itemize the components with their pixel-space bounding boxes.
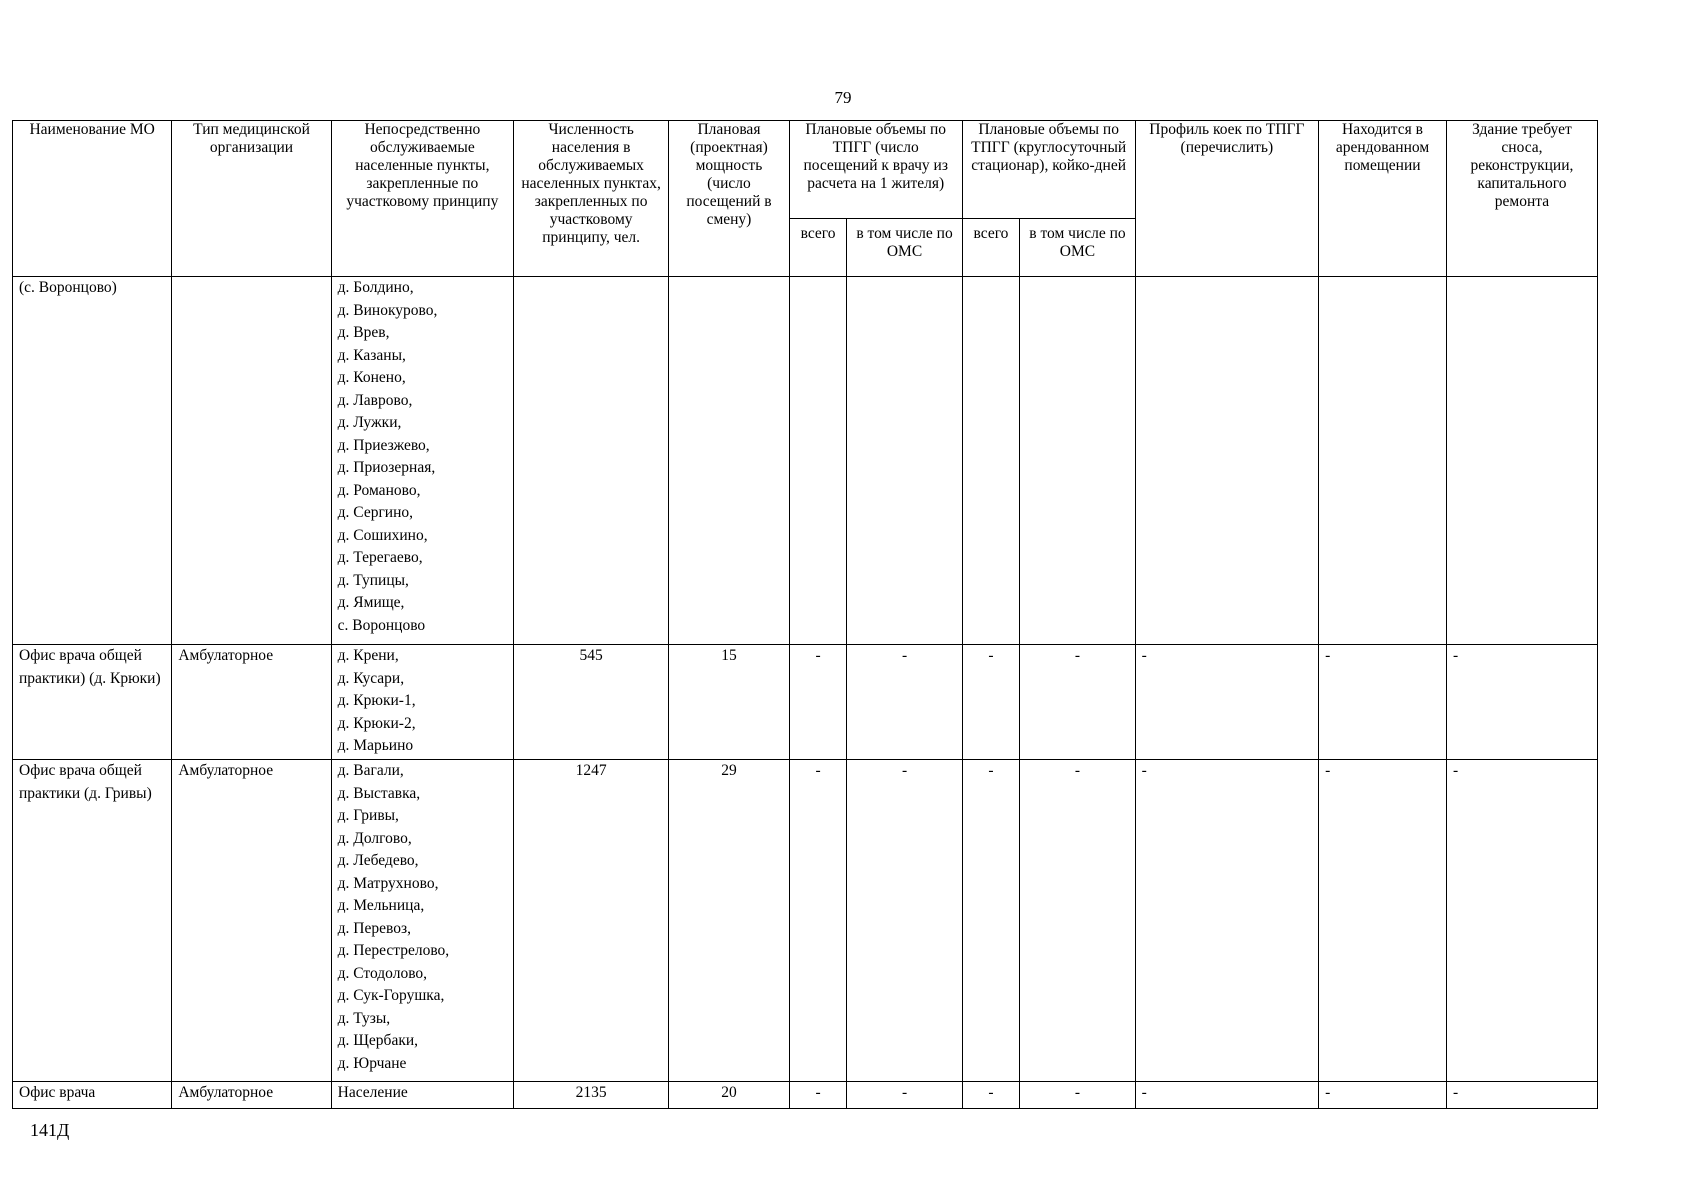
locality-item: д. Долгово, xyxy=(337,829,412,847)
header-population: Численность населения в обслуживаемых населенных пунктах, закрепленных по участковому принципу, чел. xyxy=(514,121,669,277)
table-row xyxy=(13,277,1598,645)
locality-item: д. Юрчане xyxy=(337,1054,407,1072)
cell-capacity xyxy=(669,277,790,645)
cell-localities xyxy=(331,1082,513,1109)
locality-item: д. Сук-Горушка, xyxy=(337,987,445,1004)
header-beds-oms: в том числе по ОМС xyxy=(1020,219,1135,277)
locality-item: д. Конено, xyxy=(337,369,406,386)
cell-rented: - xyxy=(1319,1082,1447,1109)
locality-item: д. Выставка, xyxy=(337,784,421,802)
cell-bed-profile: - xyxy=(1135,1082,1318,1109)
cell-org-type: Амбулаторное xyxy=(172,1082,331,1109)
locality-item: д. Перестрелово, xyxy=(337,942,450,959)
header-bed-profile: Профиль коек по ТПГГ (перечислить) xyxy=(1135,121,1318,277)
header-capacity: Плановая (проектная) мощность (число посещений в смену) xyxy=(669,121,790,277)
cell-org-type: Амбулаторное xyxy=(172,645,331,760)
locality-item: д. Терегаево, xyxy=(337,549,423,566)
table-header xyxy=(13,121,1598,277)
cell-population: 2135 xyxy=(514,1082,669,1109)
locality-item: д. Врев, xyxy=(337,324,390,341)
locality-item: д. Сошихино, xyxy=(337,526,428,544)
cell-beds-total xyxy=(962,277,1020,645)
cell-org-type: Амбулаторное xyxy=(172,760,331,1082)
cell-rented: - xyxy=(1319,645,1447,760)
cell-visits-total: - xyxy=(789,1082,847,1109)
header-mo-name: Наименование МО xyxy=(13,121,172,277)
cell-rented: - xyxy=(1319,760,1447,1082)
cell-reconstruction: - xyxy=(1446,1082,1597,1109)
header-localities: Непосредственно обслуживаемые населенные пункты, закрепленные по участковому принципу xyxy=(331,121,513,277)
cell-localities xyxy=(331,277,513,645)
cell-beds-total: - xyxy=(962,760,1020,1082)
cell-bed-profile: - xyxy=(1135,760,1318,1082)
table-row xyxy=(13,1082,1598,1109)
header-org-type: Тип медицинской организации xyxy=(172,121,331,277)
cell-bed-profile xyxy=(1135,277,1318,645)
page-number: 79 xyxy=(834,88,852,107)
locality-item: д. Приезжево, xyxy=(337,436,430,454)
header-visits-total: всего xyxy=(789,219,847,277)
locality-item: д. Тупицы, xyxy=(337,571,409,589)
cell-beds-oms: - xyxy=(1020,645,1135,760)
header-reconstruction: Здание требует сноса, реконструкции, капитального ремонта xyxy=(1446,121,1597,277)
header-visits: Плановые объемы по ТПГГ (число посещений к врачу из расчета на 1 жителя) xyxy=(789,121,962,219)
facilities-table xyxy=(12,120,1598,1109)
locality-item: д. Щербаки, xyxy=(337,1032,419,1049)
cell-visits-oms: - xyxy=(847,760,962,1082)
cell-bed-profile: - xyxy=(1135,645,1318,760)
header-beds-total: всего xyxy=(962,219,1020,277)
locality-item: д. Сергино, xyxy=(337,504,414,521)
cell-capacity: 29 xyxy=(669,760,790,1082)
cell-reconstruction: - xyxy=(1446,645,1597,760)
cell-mo-name: Офис врача xyxy=(13,1082,172,1109)
cell-mo-name: (с. Воронцово) xyxy=(13,277,172,645)
locality-item: д. Романово, xyxy=(337,481,421,499)
cell-localities xyxy=(331,760,513,1082)
cell-visits-oms: - xyxy=(847,645,962,760)
locality-item: д. Лужки, xyxy=(337,414,402,431)
header-bed-days: Плановые объемы по ТПГГ (круглосуточный стационар), койко-дней xyxy=(962,121,1135,219)
cell-population: 545 xyxy=(514,645,669,760)
cell-capacity: 20 xyxy=(669,1082,790,1109)
locality-item: д. Крюки-1, xyxy=(337,692,416,709)
locality-item: д. Лаврово, xyxy=(337,391,413,409)
locality-item: д. Винокурово, xyxy=(337,301,438,319)
locality-item: д. Тузы, xyxy=(337,1009,391,1027)
locality-item: д. Кусари, xyxy=(337,669,405,687)
cell-beds-oms: - xyxy=(1020,760,1135,1082)
cell-capacity: 15 xyxy=(669,645,790,760)
cell-reconstruction xyxy=(1446,277,1597,645)
locality-item: д. Крени, xyxy=(337,647,399,664)
locality-item: д. Болдино, xyxy=(337,279,414,296)
document-code: 141Д xyxy=(30,1120,70,1140)
cell-visits-oms xyxy=(847,277,962,645)
cell-population xyxy=(514,277,669,645)
table-row xyxy=(13,645,1598,760)
locality-item: д. Гривы, xyxy=(337,807,399,824)
cell-beds-total: - xyxy=(962,645,1020,760)
locality-item: д. Матрухново, xyxy=(337,874,439,892)
cell-beds-oms: - xyxy=(1020,1082,1135,1109)
locality-item: Население xyxy=(337,1084,408,1101)
locality-item: д. Марьино xyxy=(337,737,414,754)
cell-visits-total xyxy=(789,277,847,645)
locality-item: д. Крюки-2, xyxy=(337,714,416,732)
cell-reconstruction: - xyxy=(1446,760,1597,1082)
table-row xyxy=(13,760,1598,1082)
locality-item: д. Мельница, xyxy=(337,897,425,914)
locality-item: д. Вагали, xyxy=(337,762,404,779)
cell-mo-name: Офис врача общей практики (д. Гривы) xyxy=(13,760,172,1082)
locality-item: д. Казаны, xyxy=(337,346,406,364)
cell-localities xyxy=(331,645,513,760)
cell-visits-total: - xyxy=(789,645,847,760)
cell-beds-oms xyxy=(1020,277,1135,645)
locality-item: д. Ямище, xyxy=(337,594,405,611)
locality-item: д. Стодолово, xyxy=(337,964,428,982)
cell-mo-name: Офис врача общей практики) (д. Крюки) xyxy=(13,645,172,760)
cell-visits-oms: - xyxy=(847,1082,962,1109)
cell-org-type xyxy=(172,277,331,645)
cell-rented xyxy=(1319,277,1447,645)
header-visits-oms: в том числе по ОМС xyxy=(847,219,962,277)
cell-beds-total: - xyxy=(962,1082,1020,1109)
locality-item: д. Перевоз, xyxy=(337,919,411,937)
locality-item: д. Лебедево, xyxy=(337,852,419,869)
locality-item: д. Приозерная, xyxy=(337,459,436,476)
header-rented: Находится в арендованном помещении xyxy=(1319,121,1447,277)
locality-item: с. Воронцово xyxy=(337,616,426,634)
cell-population: 1247 xyxy=(514,760,669,1082)
cell-visits-total: - xyxy=(789,760,847,1082)
